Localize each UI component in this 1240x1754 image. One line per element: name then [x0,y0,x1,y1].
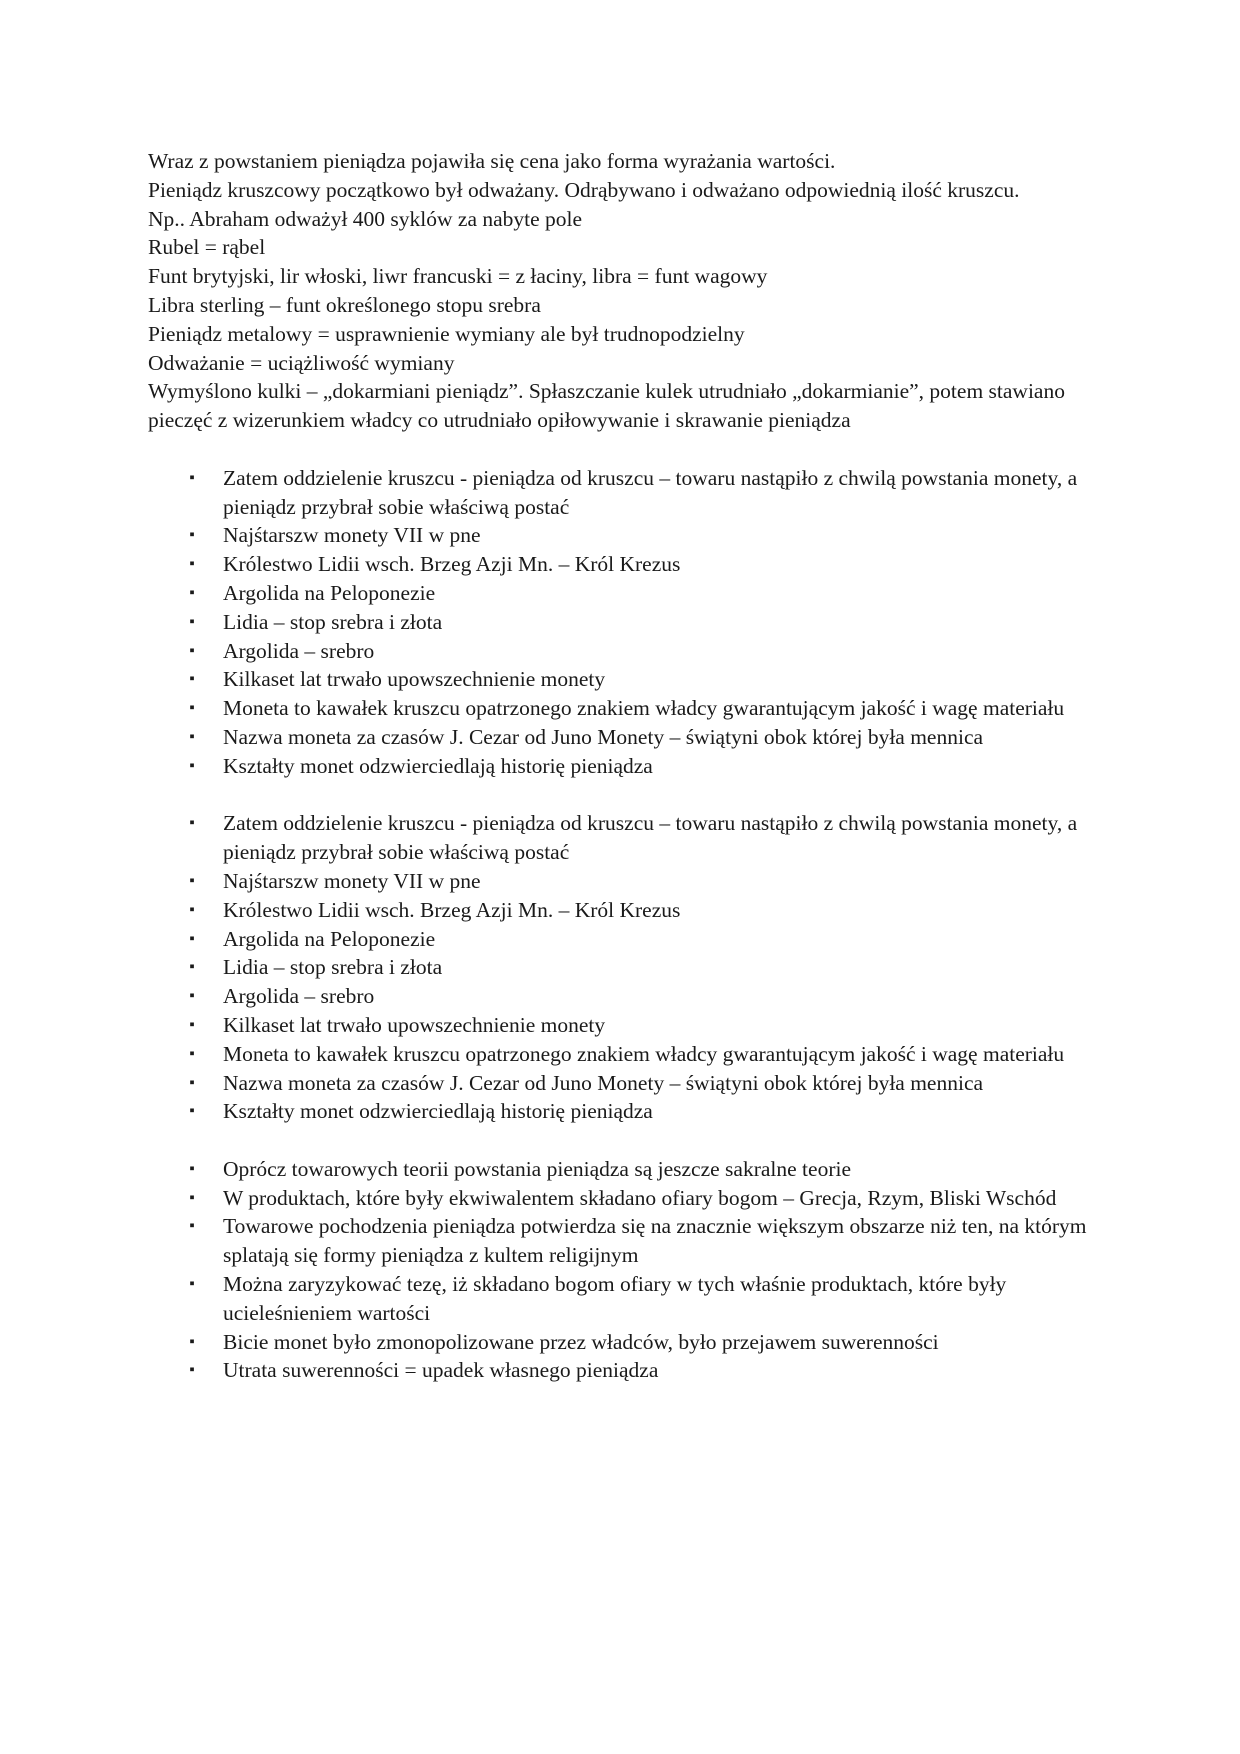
list-item [148,694,1103,723]
bullet-list-2 [148,809,1108,1126]
bullet-icon: ▪ [189,872,195,889]
bullet-icon: ▪ [189,1045,195,1062]
intro-paragraph: Odważanie = uciążliwość wymiany [148,350,455,375]
intro-paragraph: Funt brytyjski, lir włoski, liwr francuski = z łaciny, libra = funt wagowy [148,264,768,289]
list-item [148,752,1103,781]
list-item [148,1270,1103,1328]
list-item [148,637,1103,666]
list-item [148,1097,1103,1126]
bullet-icon: ▪ [189,728,195,745]
list-item-text: Zatem oddzielenie kruszcu - pieniądza od kruszcu – towaru nastąpiło z chwilą powstania monety, a pieniądz przybrał sobie właściwą postać [223,811,1078,865]
bullet-icon: ▪ [189,469,195,486]
intro-paragraph: Pieniądz kruszcowy początkowo był odważany. Odrąbywano i odważano odpowiednią ilość kruszcu. [148,177,1020,202]
intro-paragraph: Rubel = rąbel [148,235,266,260]
list-item [148,809,1103,867]
bullet-icon: ▪ [189,901,195,918]
bullet-icon: ▪ [189,757,195,774]
spacer [148,435,1108,464]
list-item-text: Zatem oddzielenie kruszcu - pieniądza od kruszcu – towaru nastąpiło z chwilą powstania monety, a pieniądz przybrał sobie właściwą postać [223,465,1078,519]
list-item [148,1069,1103,1098]
list-item-text: Kształty monet odzwierciedlają historię pieniądza [223,1099,653,1124]
list-item [148,550,1103,579]
list-item [148,1356,1103,1385]
list-item [148,608,1103,637]
document-page [148,147,1108,1385]
bullet-icon: ▪ [189,527,195,544]
bullet-icon: ▪ [189,1189,195,1206]
list-item-text: Utrata suwerenności = upadek własnego pieniądza [223,1358,659,1383]
list-item [148,521,1103,550]
list-item [148,896,1103,925]
bullet-icon: ▪ [189,1218,195,1235]
intro-paragraph: Wymyślono kulki – „dokarmiani pieniądz”. Spłaszczanie kulek utrudniało „dokarmianie”, potem stawiano pieczęć z wizerunkiem władcy co utrudniało opiłowywanie i skrawanie pieniądza [148,379,1065,433]
bullet-icon: ▪ [189,1074,195,1091]
bullet-icon: ▪ [189,959,195,976]
list-item-text: Nazwa moneta za czasów J. Cezar od Juno Monety – świątyni obok której była mennica [223,1070,984,1095]
bullet-icon: ▪ [189,815,195,832]
intro-paragraph: Pieniądz metalowy = usprawnienie wymiany ale był trudnopodzielny [148,321,745,346]
bullet-icon: ▪ [189,930,195,947]
list-item-text: Argolida na Peloponezie [223,926,436,951]
list-item-text: Królestwo Lidii wsch. Brzeg Azji Mn. – Król Krezus [223,552,681,577]
list-item-text: W produktach, które były ekwiwalentem składano ofiary bogom – Grecja, Rzym, Bliski Wschód [223,1185,1057,1210]
list-item-text: Oprócz towarowych teorii powstania pieniądza są jeszcze sakralne teorie [223,1156,851,1181]
list-item-text: Kilkaset lat trwało upowszechnienie monety [223,667,606,692]
bullet-icon: ▪ [189,1333,195,1350]
bullet-icon: ▪ [189,1103,195,1120]
bullet-icon: ▪ [189,671,195,688]
list-item [148,1328,1103,1357]
list-item-text: Kształty monet odzwierciedlają historię pieniądza [223,753,653,778]
list-item [148,867,1103,896]
bullet-icon: ▪ [189,1276,195,1293]
list-item-text: Najśtarszw monety VII w pne [223,523,481,548]
list-item-text: Nazwa moneta za czasów J. Cezar od Juno Monety – świątyni obok której była mennica [223,724,984,749]
bullet-icon: ▪ [189,1160,195,1177]
bullet-icon: ▪ [189,700,195,717]
list-item-text: Lidia – stop srebra i złota [223,955,443,980]
list-item [148,1040,1103,1069]
intro-paragraph: Np.. Abraham odważył 400 syklów za nabyte pole [148,206,583,231]
list-item [148,982,1103,1011]
spacer [148,781,1108,810]
bullet-icon: ▪ [189,556,195,573]
intro-section [148,147,1108,435]
bullet-list-3 [148,1155,1108,1385]
spacer [148,1126,1108,1155]
bullet-icon: ▪ [189,642,195,659]
intro-paragraph: Libra sterling – funt określonego stopu srebra [148,292,541,317]
list-item [148,464,1103,522]
bullet-list-1 [148,464,1108,781]
bullet-icon: ▪ [189,988,195,1005]
list-item [148,665,1103,694]
list-item [148,579,1103,608]
list-item-text: Kilkaset lat trwało upowszechnienie monety [223,1012,606,1037]
bullet-icon: ▪ [189,613,195,630]
list-item-text: Towarowe pochodzenia pieniądza potwierdza się na znacznie większym obszarze niż ten, na którym splatają się formy pieniądza z kultem religijnym [223,1214,1087,1268]
list-item [148,1184,1103,1213]
list-item-text: Moneta to kawałek kruszcu opatrzonego znakiem władcy gwarantującym jakość i wagę materiału [223,696,1065,721]
list-item [148,1212,1103,1270]
list-item [148,1155,1103,1184]
list-item-text: Moneta to kawałek kruszcu opatrzonego znakiem władcy gwarantującym jakość i wagę materiału [223,1041,1065,1066]
list-item [148,925,1103,954]
intro-paragraph: Wraz z powstaniem pieniądza pojawiła się cena jako forma wyrażania wartości. [148,149,836,173]
list-item [148,723,1103,752]
list-item [148,953,1103,982]
list-item-text: Argolida – srebro [223,984,375,1009]
bullet-icon: ▪ [189,1016,195,1033]
list-item-text: Najśtarszw monety VII w pne [223,868,481,893]
list-item-text: Argolida – srebro [223,638,375,663]
bullet-icon: ▪ [189,584,195,601]
list-item-text: Można zaryzykować tezę, iż składano bogom ofiary w tych właśnie produktach, które były ucieleśnieniem wartości [223,1272,1007,1325]
bullet-icon: ▪ [189,1362,195,1379]
list-item-text: Królestwo Lidii wsch. Brzeg Azji Mn. – Król Krezus [223,897,681,922]
list-item-text: Argolida na Peloponezie [223,580,436,605]
list-item-text: Bicie monet było zmonopolizowane przez władców, było przejawem suwerenności [223,1329,939,1354]
list-item-text: Lidia – stop srebra i złota [223,609,443,634]
list-item [148,1011,1103,1040]
